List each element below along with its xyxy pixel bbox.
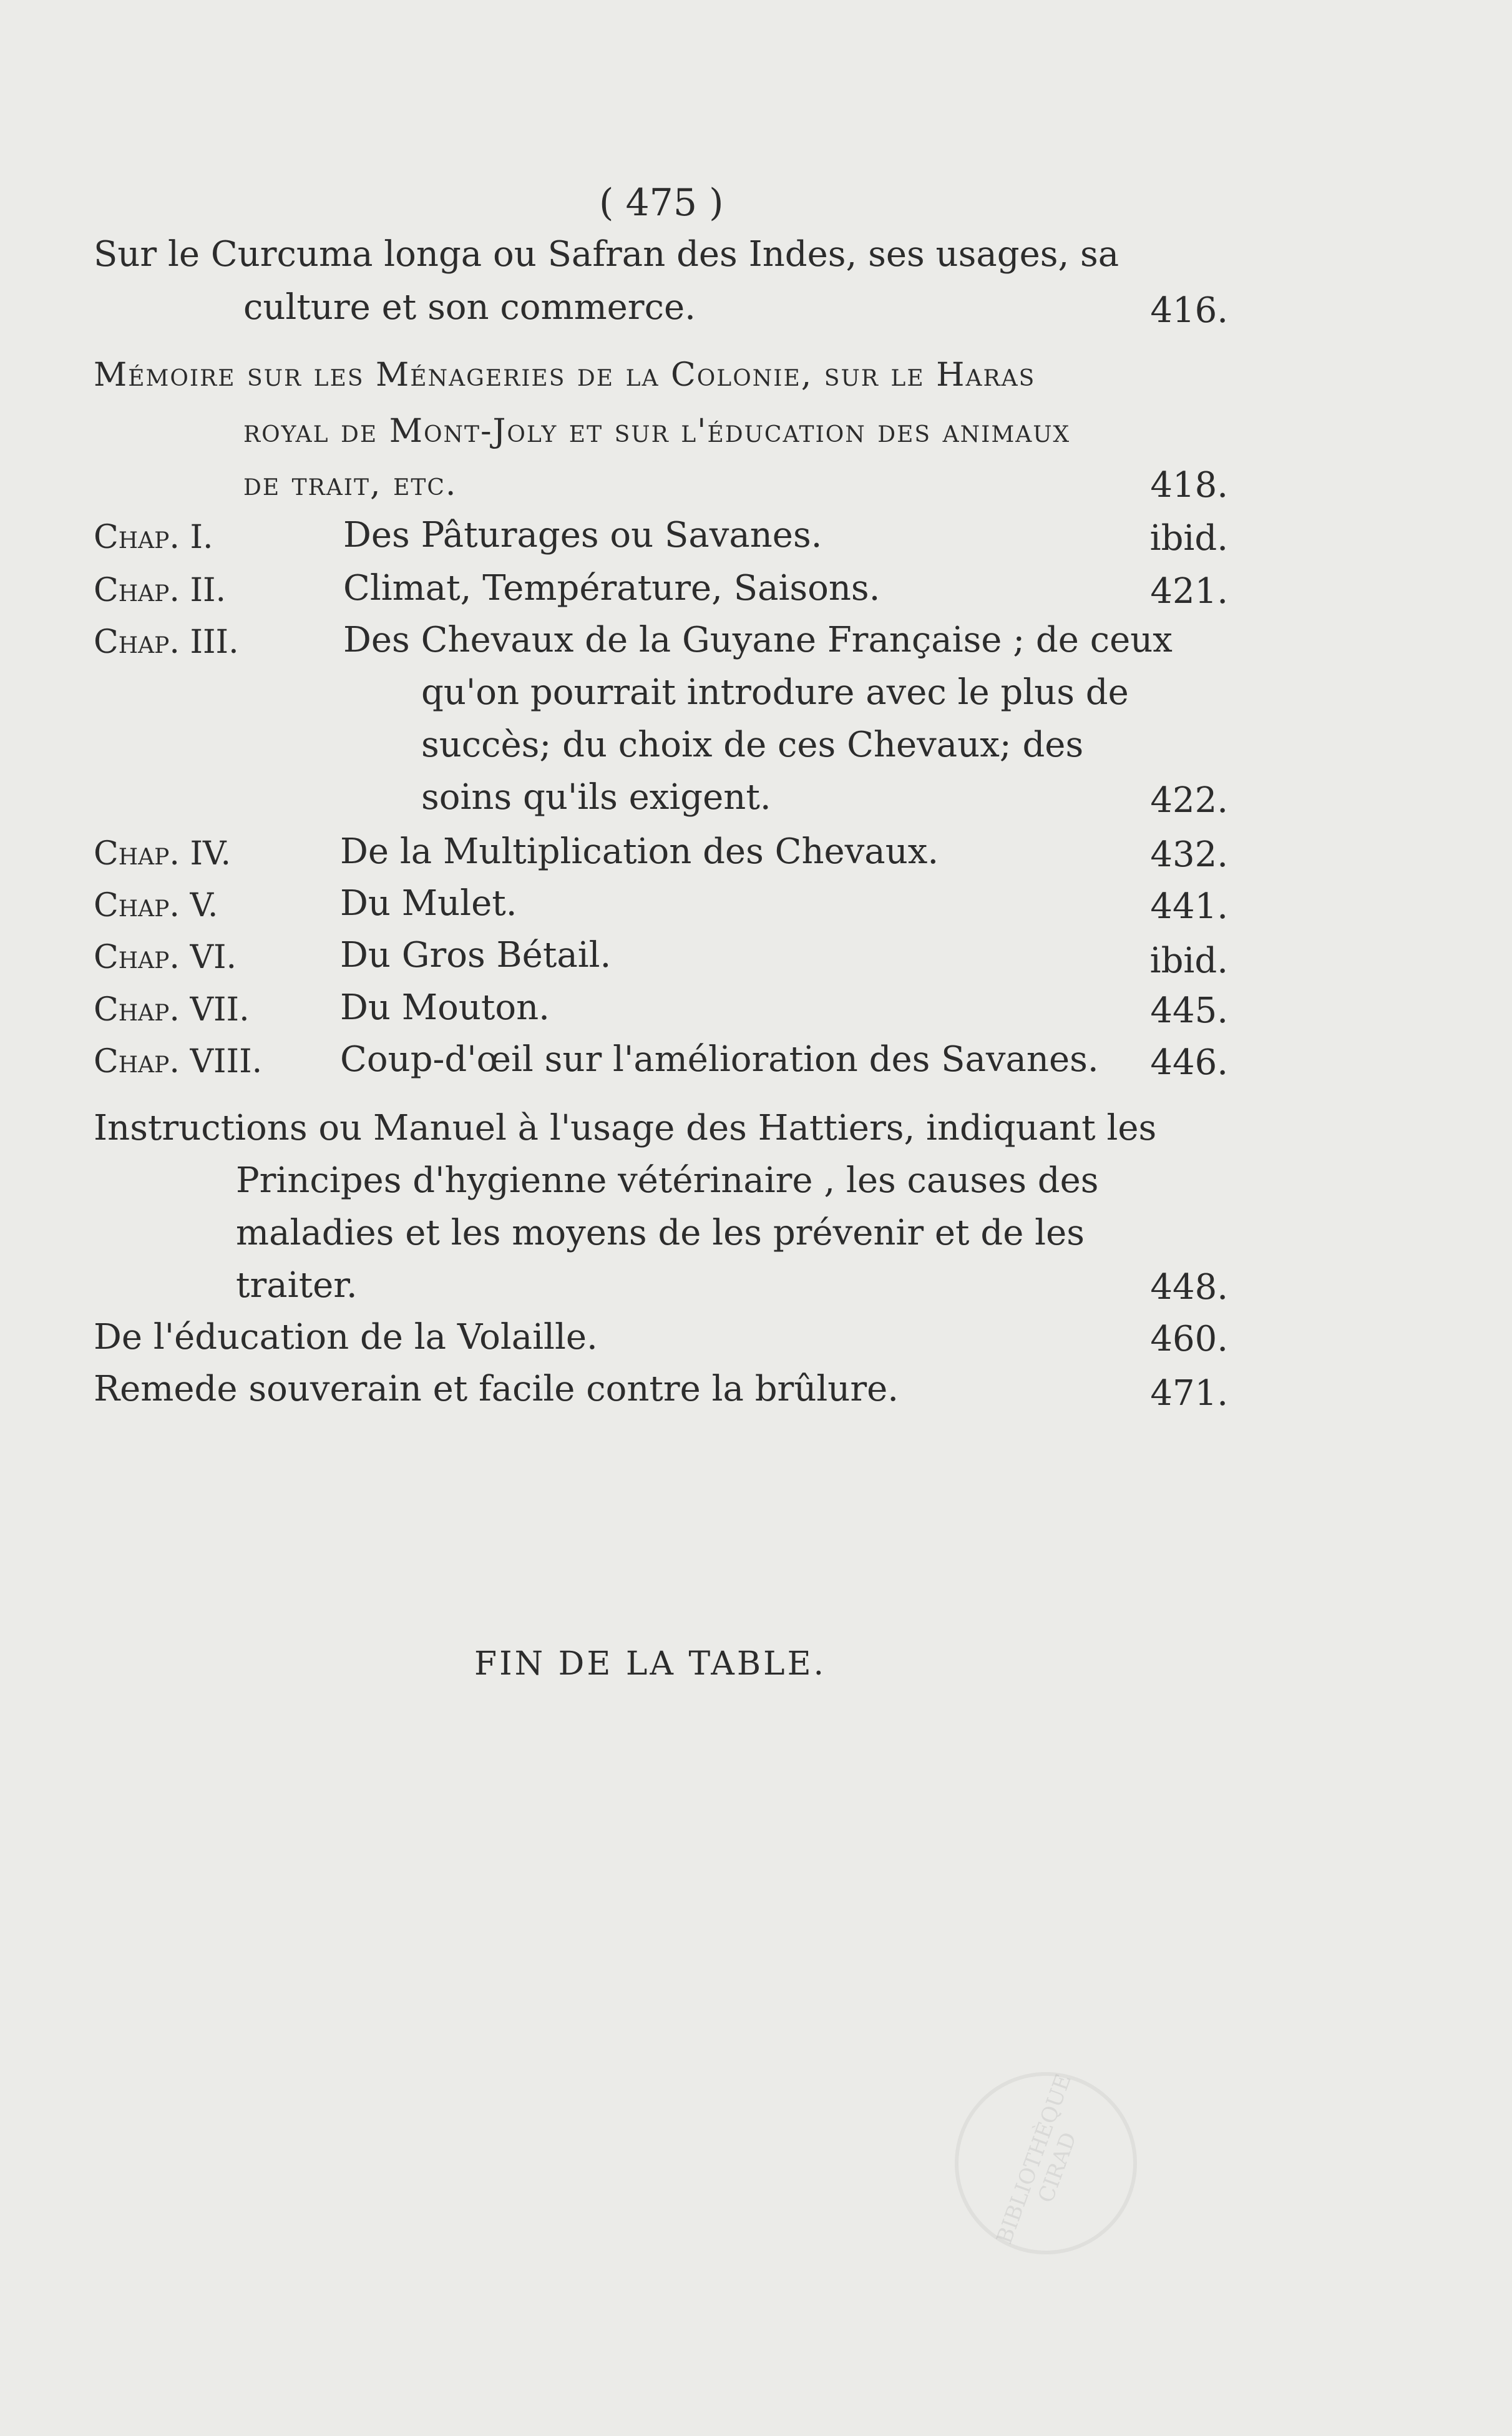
chapter-label-2: Chap. II. [94, 572, 227, 609]
chapter-title-4: De la Multiplication des Chevaux. [340, 831, 939, 872]
chapter-page-4: 432. [1150, 834, 1228, 875]
chapter-page-2: 421. [1150, 571, 1228, 612]
chapter-page-3: 422. [1150, 780, 1228, 821]
chapter-label-4: Chap. IV. [94, 835, 231, 873]
toc-page-instructions: 448. [1150, 1267, 1228, 1308]
chapter-title-6: Du Gros Bétail. [340, 935, 612, 976]
page-number: ( 475 ) [599, 181, 724, 225]
chapter-label-6: Chap. VI. [94, 939, 237, 976]
chapter-page-8: 446. [1150, 1042, 1228, 1083]
chapter-label-1: Chap. I. [94, 519, 213, 556]
chapter-title-3-line1: Des Chevaux de la Guyane Française ; de ceux [343, 620, 1173, 660]
toc-entry-instructions-line3: maladies et les moyens de les prévenir et de les [236, 1213, 1085, 1253]
toc-entry-remede: Remede souverain et facile contre la brûlure. [94, 1369, 899, 1409]
toc-page-curcuma: 416. [1150, 290, 1228, 331]
end-of-table: FIN DE LA TABLE. [474, 1645, 827, 1683]
toc-page-volaille: 460. [1150, 1319, 1228, 1359]
chapter-title-5: Du Mulet. [340, 883, 517, 924]
chapter-title-3-line4: soins qu'ils exigent. [421, 777, 771, 818]
toc-entry-instructions-line2: Principes d'hygienne vétérinaire , les causes des [236, 1160, 1099, 1201]
toc-entry-memoire-line3: de trait, etc. [243, 466, 457, 503]
chapter-title-1: Des Pâturages ou Savanes. [343, 515, 822, 555]
toc-entry-memoire-line2: royal de Mont-Joly et sur l'éducation des animaux [243, 413, 1071, 450]
chapter-page-5: 441. [1150, 886, 1228, 927]
library-stamp-icon [929, 2047, 1163, 2280]
toc-entry-memoire-line1: Mémoire sur les Ménageries de la Colonie, sur le Haras [94, 356, 1036, 394]
chapter-label-8: Chap. VIII. [94, 1043, 263, 1080]
chapter-title-2: Climat, Température, Saisons. [343, 568, 880, 609]
toc-entry-instructions-line4: traiter. [236, 1265, 358, 1306]
toc-entry-curcuma-line1: Sur le Curcuma longa ou Safran des Indes, ses usages, sa [94, 234, 1119, 275]
chapter-label-5: Chap. V. [94, 887, 218, 924]
chapter-label-3: Chap. III. [94, 624, 239, 661]
chapter-title-7: Du Mouton. [340, 987, 550, 1028]
toc-entry-curcuma-line2: culture et son commerce. [243, 287, 696, 328]
chapter-page-1: ibid. [1149, 518, 1228, 559]
chapter-title-3-line2: qu'on pourrait introdure avec le plus de [421, 672, 1129, 713]
library-stamp-text: BIBLIOTHÈQUE CIRAD [992, 2071, 1082, 2248]
toc-page-memoire: 418. [1150, 465, 1228, 506]
chapter-title-8: Coup-d'œil sur l'amélioration des Savanes. [340, 1039, 1099, 1080]
toc-page-remede: 471. [1150, 1373, 1228, 1414]
chapter-page-6: ibid. [1149, 941, 1228, 981]
chapter-page-7: 445. [1150, 991, 1228, 1031]
toc-entry-volaille: De l'éducation de la Volaille. [94, 1317, 598, 1357]
chapter-label-7: Chap. VII. [94, 991, 250, 1029]
toc-entry-instructions-line1: Instructions ou Manuel à l'usage des Hattiers, indiquant les [94, 1108, 1157, 1148]
chapter-title-3-line3: succès; du choix de ces Chevaux; des [421, 725, 1084, 765]
